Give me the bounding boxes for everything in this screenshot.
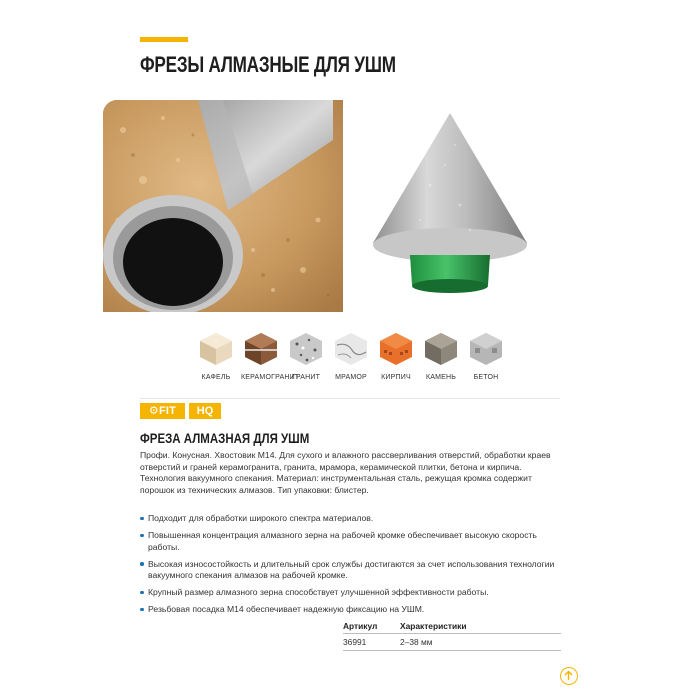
bullet-icon: [140, 608, 144, 612]
brand-logo-fit: ⚙FIT: [140, 403, 185, 419]
bullet-icon: [140, 591, 144, 595]
feature-list: [140, 513, 570, 621]
material-granite: ГРАНИТ: [286, 330, 326, 381]
brand-badge-hq: HQ: [189, 403, 221, 419]
table-cell-article: 36991: [343, 637, 367, 647]
column-header-article: Артикул: [343, 621, 378, 631]
usage-photo: [103, 100, 343, 312]
title-accent-bar: [140, 37, 188, 42]
concrete-icon: [467, 330, 505, 368]
material-brick: КИРПИЧ: [376, 330, 416, 381]
stone-icon: [422, 330, 460, 368]
material-porcelain-stoneware: КЕРАМОГРАНИТ: [241, 330, 281, 381]
list-item: Резьбовая посадка М14 обеспечивает надежную фиксацию на УШМ.: [140, 604, 570, 616]
product-photo: [360, 105, 540, 305]
list-item: Подходит для обработки широкого спектра материалов.: [140, 513, 570, 525]
marble-icon: [332, 330, 370, 368]
material-marble: МРАМОР: [331, 330, 371, 381]
scroll-to-top-button[interactable]: [560, 667, 578, 685]
list-item: Высокая износостойкость и длительный срок службы достигаются за счет использования технологии вакуумного спекания алмазов на рабочей кромке.: [140, 559, 570, 582]
table-header-row: [343, 619, 561, 634]
material-tile: КАФЕЛЬ: [196, 330, 236, 381]
material-concrete: БЕТОН: [466, 330, 506, 381]
table-cell-characteristics: 2–38 мм: [400, 637, 433, 647]
porcelain-stoneware-icon: [242, 330, 280, 368]
page-title: ФРЕЗЫ АЛМАЗНЫЕ ДЛЯ УШМ: [140, 52, 396, 77]
materials-list: [196, 330, 516, 390]
list-item: Повышенная концентрация алмазного зерна на рабочей кромке обеспечивает высокую скорость работы.: [140, 530, 570, 553]
granite-icon: [287, 330, 325, 368]
product-description: Профи. Конусная. Хвостовик М14. Для сухого и влажного рассверливания отверстий, обработки краев отверстий и граней керамогранита, гранита, мрамора, керамической плитки, бетона и кирпича. Технология вакуумного спекания. Материал: инструментальная сталь, режущая кромка содержит порошок из технических алмазов. Тип упаковки: блистер.: [140, 450, 551, 495]
brick-icon: [377, 330, 415, 368]
column-header-characteristics: Характеристики: [400, 621, 467, 631]
specs-table: [343, 619, 561, 651]
product-title: ФРЕЗА АЛМАЗНАЯ ДЛЯ УШМ: [140, 430, 310, 446]
material-stone: КАМЕНЬ: [421, 330, 461, 381]
list-item: Крупный размер алмазного зерна способствует улучшенной эффективности работы.: [140, 587, 570, 599]
section-divider: [140, 398, 560, 399]
table-row: [343, 634, 561, 651]
arrow-up-icon: [563, 670, 574, 681]
bullet-icon: [140, 534, 144, 538]
tile-icon: [197, 330, 235, 368]
bullet-icon: [140, 562, 144, 566]
bullet-icon: [140, 517, 144, 521]
